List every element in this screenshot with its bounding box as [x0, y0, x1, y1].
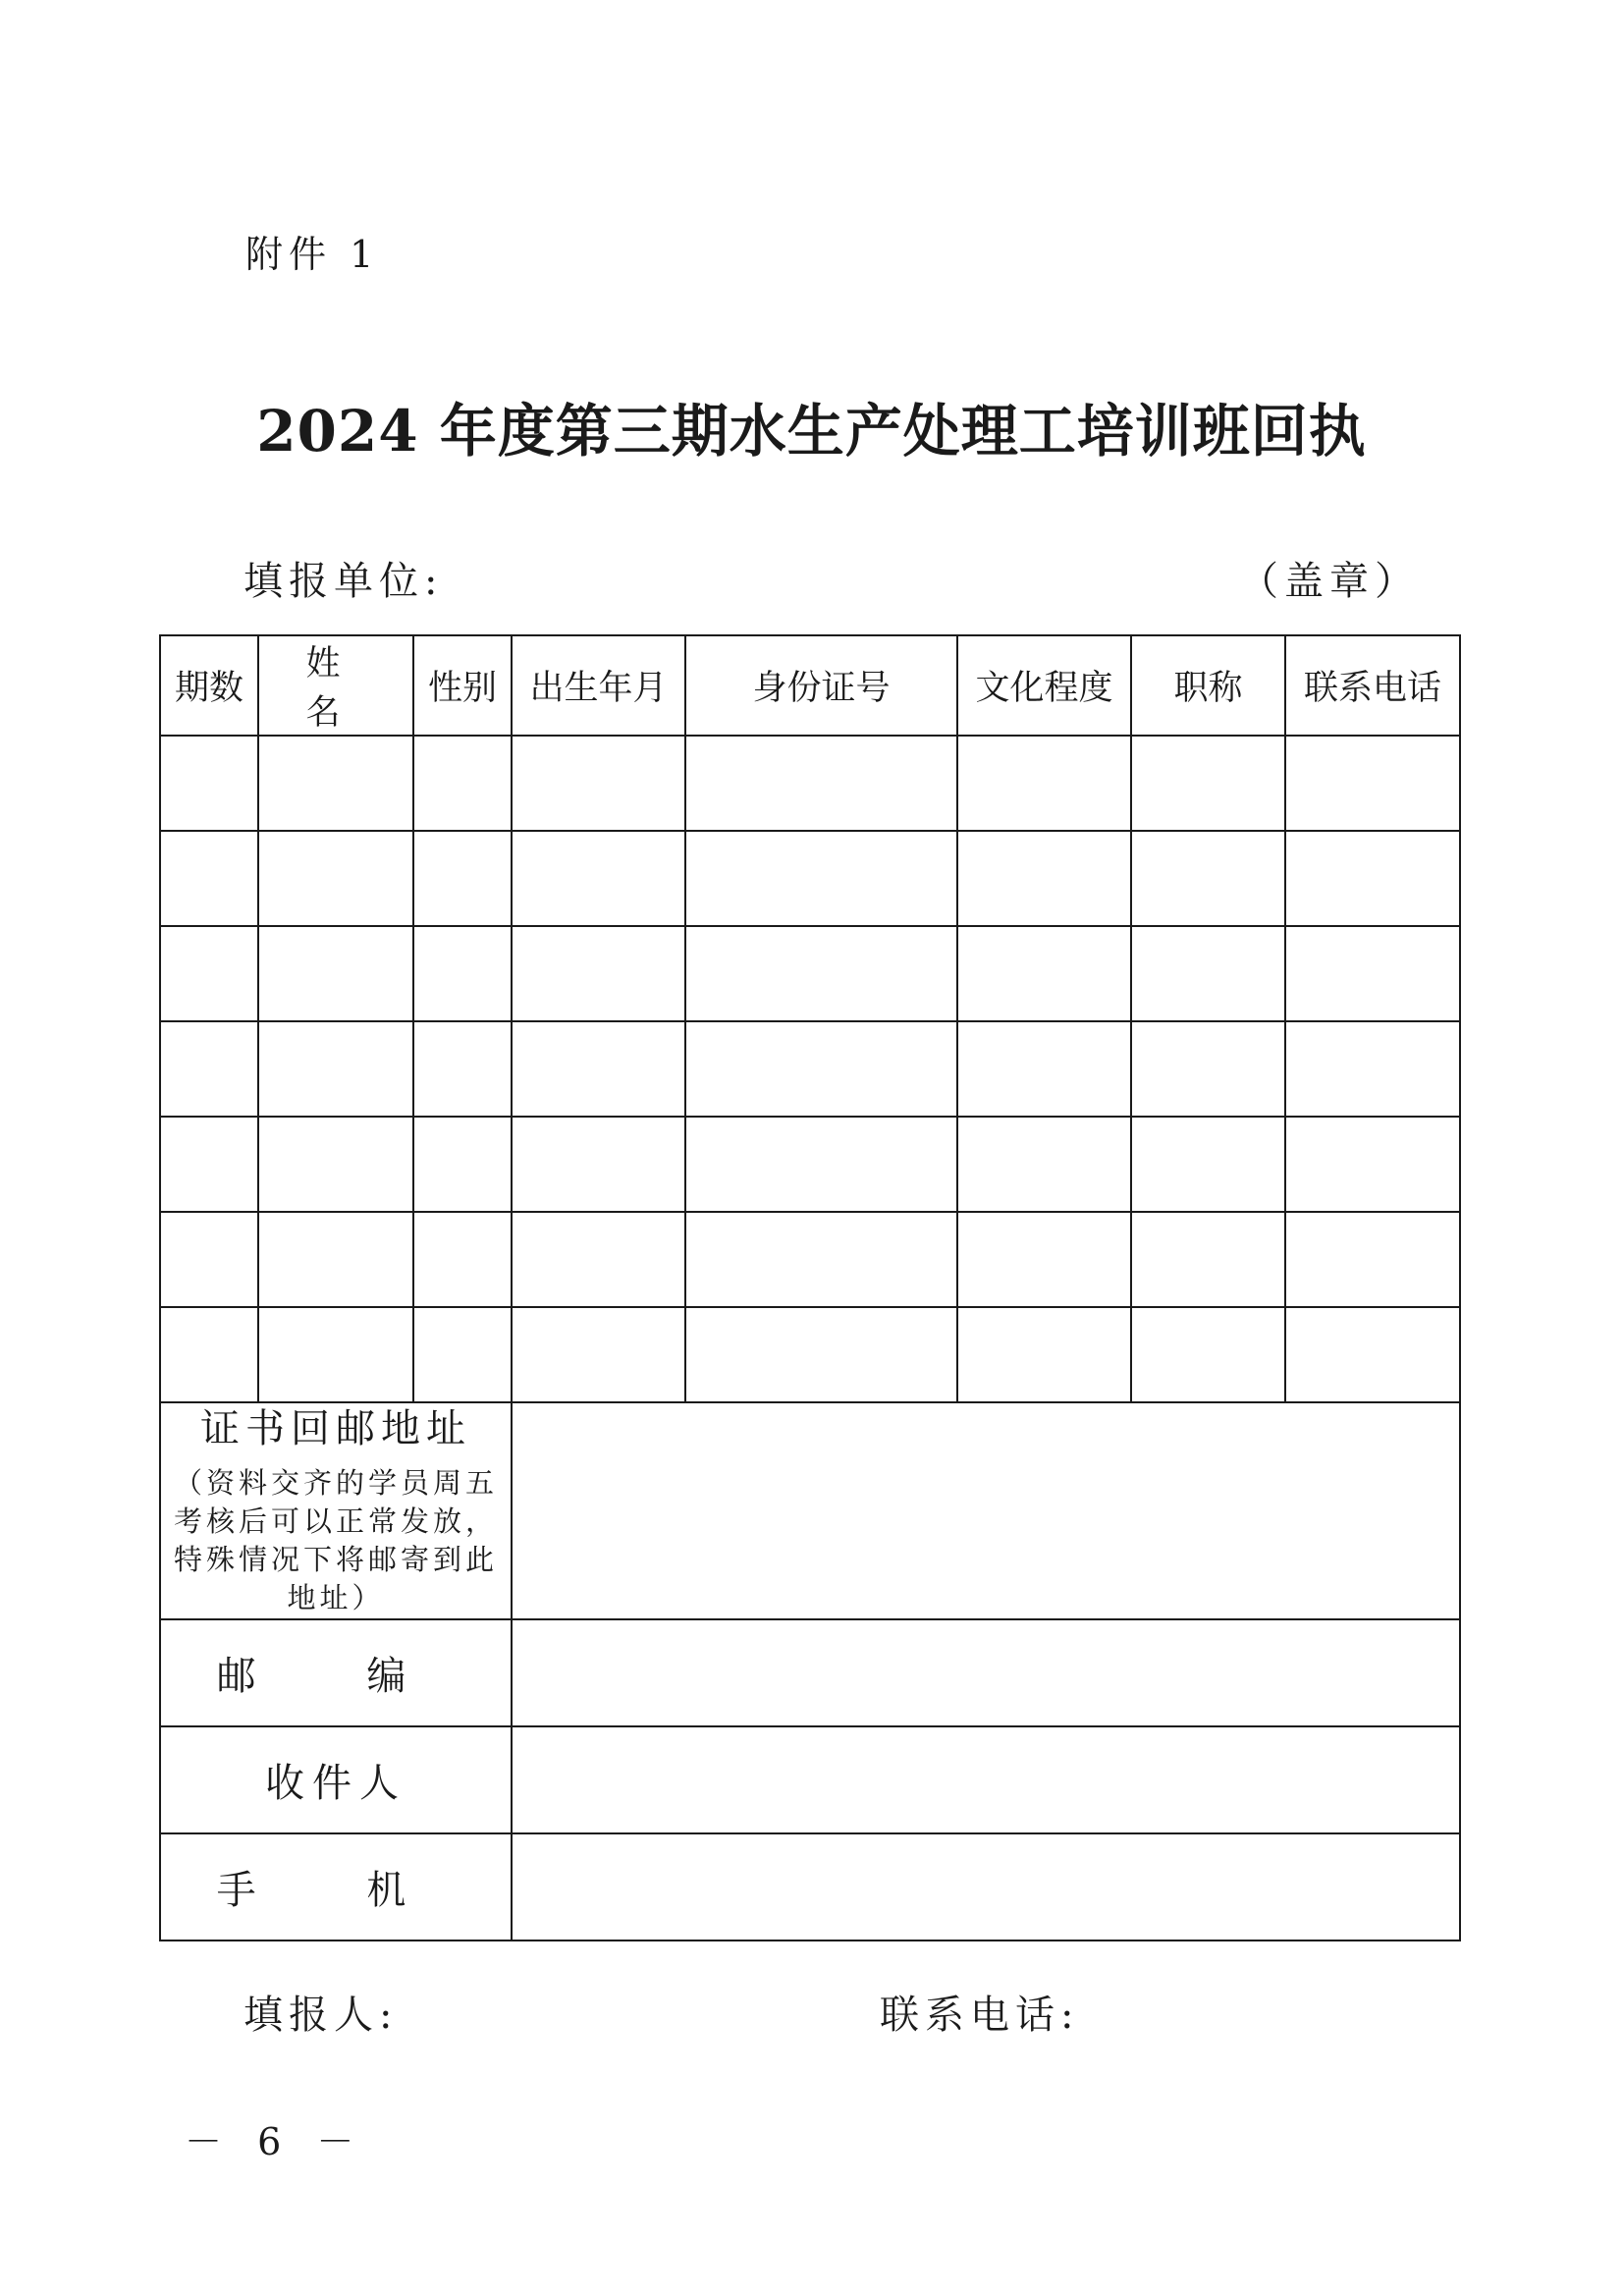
- table-row: [160, 736, 1460, 831]
- table-cell[interactable]: [1285, 926, 1460, 1021]
- table-cell[interactable]: [512, 1307, 685, 1402]
- address-row: [160, 1402, 1460, 1619]
- table-cell[interactable]: [957, 1212, 1131, 1307]
- postcode-field[interactable]: [512, 1619, 1460, 1726]
- table-cell[interactable]: [160, 831, 258, 926]
- table-cell[interactable]: [1285, 1117, 1460, 1212]
- header-id-number: 身份证号: [685, 635, 957, 736]
- table-cell[interactable]: [957, 1307, 1131, 1402]
- header-name: 姓 名: [258, 635, 413, 736]
- table-cell[interactable]: [413, 1212, 512, 1307]
- table-cell[interactable]: [160, 1212, 258, 1307]
- table-cell[interactable]: [258, 736, 413, 831]
- attachment-label: 附件 1: [245, 233, 380, 276]
- table-cell[interactable]: [160, 1307, 258, 1402]
- table-row: [160, 1212, 1460, 1307]
- mobile-row: [160, 1833, 1460, 1941]
- table-row: [160, 1307, 1460, 1402]
- table-cell[interactable]: [413, 831, 512, 926]
- table-cell[interactable]: [258, 1212, 413, 1307]
- fill-unit-label: 填报单位:: [243, 559, 444, 604]
- table-cell[interactable]: [957, 831, 1131, 926]
- table-cell[interactable]: [413, 1117, 512, 1212]
- address-label-cell: [160, 1402, 512, 1619]
- table-cell[interactable]: [685, 1117, 957, 1212]
- table-cell[interactable]: [258, 1117, 413, 1212]
- page-number: － 6 －: [185, 2120, 366, 2163]
- filler-label: 填报人:: [243, 1993, 399, 2038]
- header-title: 职称: [1131, 635, 1285, 736]
- postcode-label: 邮 编: [160, 1619, 512, 1726]
- table-cell[interactable]: [160, 1021, 258, 1117]
- recipient-row: [160, 1726, 1460, 1833]
- table-cell[interactable]: [1131, 1307, 1285, 1402]
- contact-phone-label: 联系电话:: [880, 1993, 1080, 2038]
- table-cell[interactable]: [1285, 831, 1460, 926]
- postcode-row: [160, 1619, 1460, 1726]
- table-cell[interactable]: [1285, 736, 1460, 831]
- header-education: 文化程度: [957, 635, 1131, 736]
- registration-table: [159, 634, 1461, 1941]
- table-cell[interactable]: [1131, 831, 1285, 926]
- address-label: 证书回邮地址: [200, 1406, 471, 1451]
- table-row: [160, 1117, 1460, 1212]
- table-cell[interactable]: [1131, 736, 1285, 831]
- seal-label: （盖章）: [1239, 559, 1420, 604]
- table-header-row: [160, 635, 1460, 736]
- table-cell[interactable]: [413, 926, 512, 1021]
- table-cell[interactable]: [413, 1307, 512, 1402]
- table-cell[interactable]: [1131, 926, 1285, 1021]
- table-cell[interactable]: [512, 1117, 685, 1212]
- table-cell[interactable]: [512, 1212, 685, 1307]
- table-cell[interactable]: [160, 1117, 258, 1212]
- document-title: 2024 年度第三期水生产处理工培训班回执: [256, 398, 1367, 465]
- mobile-label: 手 机: [160, 1833, 512, 1941]
- table-cell[interactable]: [258, 1021, 413, 1117]
- mobile-field[interactable]: [512, 1833, 1460, 1941]
- table-cell[interactable]: [957, 926, 1131, 1021]
- table-row: [160, 926, 1460, 1021]
- header-birth-date: 出生年月: [512, 635, 685, 736]
- table-cell[interactable]: [258, 1307, 413, 1402]
- table-cell[interactable]: [957, 1117, 1131, 1212]
- table-cell[interactable]: [512, 831, 685, 926]
- table-cell[interactable]: [1285, 1021, 1460, 1117]
- table-cell[interactable]: [685, 736, 957, 831]
- header-phone: 联系电话: [1285, 635, 1460, 736]
- table-cell[interactable]: [512, 1021, 685, 1117]
- recipient-label: 收件人: [160, 1726, 512, 1833]
- table-cell[interactable]: [413, 736, 512, 831]
- table-cell[interactable]: [685, 1021, 957, 1117]
- table-cell[interactable]: [685, 1212, 957, 1307]
- table-cell[interactable]: [957, 1021, 1131, 1117]
- table-cell[interactable]: [685, 926, 957, 1021]
- table-cell[interactable]: [685, 831, 957, 926]
- table-cell[interactable]: [1131, 1212, 1285, 1307]
- table-row: [160, 831, 1460, 926]
- table-row: [160, 1021, 1460, 1117]
- table-cell[interactable]: [512, 736, 685, 831]
- table-cell[interactable]: [957, 736, 1131, 831]
- address-field[interactable]: [512, 1402, 1460, 1619]
- header-gender: 性别: [413, 635, 512, 736]
- header-period: 期数: [160, 635, 258, 736]
- table-cell[interactable]: [258, 831, 413, 926]
- table-cell[interactable]: [413, 1021, 512, 1117]
- table-cell[interactable]: [160, 736, 258, 831]
- table-cell[interactable]: [1131, 1117, 1285, 1212]
- table-cell[interactable]: [1285, 1307, 1460, 1402]
- address-note: （资料交齐的学员周五考核后可以正常发放，特殊情况下将邮寄到此地址）: [173, 1466, 498, 1615]
- table-cell[interactable]: [160, 926, 258, 1021]
- table-cell[interactable]: [1285, 1212, 1460, 1307]
- recipient-field[interactable]: [512, 1726, 1460, 1833]
- table-cell[interactable]: [1131, 1021, 1285, 1117]
- table-cell[interactable]: [258, 926, 413, 1021]
- table-cell[interactable]: [512, 926, 685, 1021]
- table-cell[interactable]: [685, 1307, 957, 1402]
